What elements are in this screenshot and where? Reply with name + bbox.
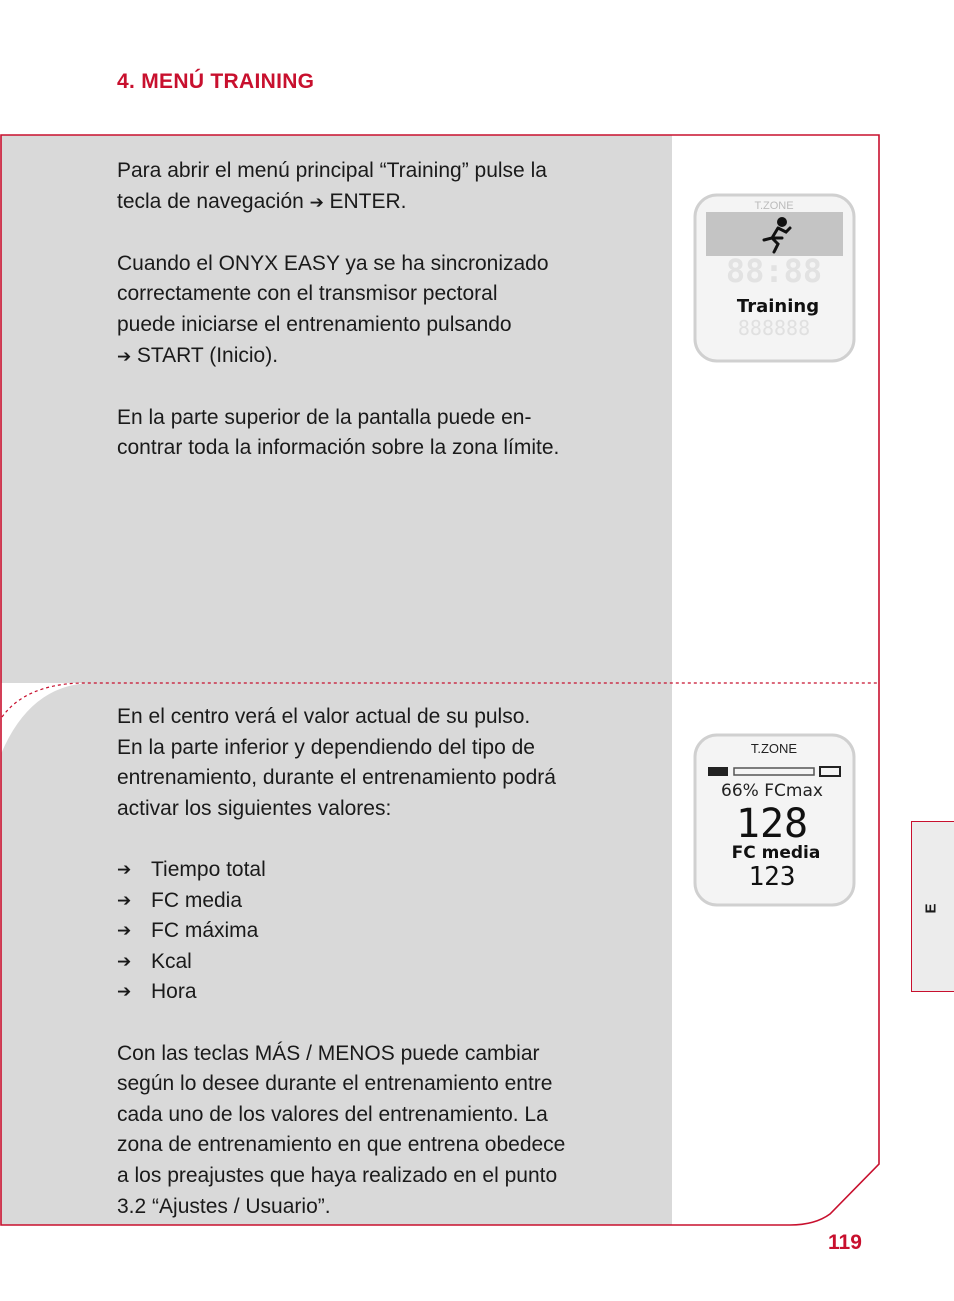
arrow-right-icon: ➔: [117, 921, 132, 941]
arrow-right-icon: ➔: [117, 859, 132, 879]
device1-top-label: T.ZONE: [754, 200, 794, 212]
list-item: ➔ Kcal: [117, 947, 647, 978]
device2-pulse-value: 128: [735, 801, 809, 847]
device-display-pulse: [692, 727, 857, 912]
section-heading: 4. MENÚ TRAINING: [117, 70, 315, 93]
paragraph-open-menu: Para abrir el menú principal “Training” pulse la tecla de navegación ➔ ENTER.: [117, 156, 647, 218]
paragraph-top-display: En la parte superior de la pantalla puede en- contrar toda la información sobre la zona límite.: [117, 405, 560, 460]
paragraph-pulse: En el centro verá el valor actual de su pulso. En la parte inferior y dependiendo del tipo de entrenamiento, durante el entrenamiento podrá activar los siguientes valores:: [117, 705, 556, 820]
device1-mode-label: Training: [736, 296, 820, 317]
device1-bottom-segments: 888888: [737, 316, 811, 340]
section2-text: [117, 702, 647, 1222]
device2-zone-text: 66% FCmax: [721, 781, 823, 801]
device2-bottom-label: FC media: [731, 843, 821, 863]
device1-center-segments: 88:88: [725, 252, 823, 290]
device2-top-label: T.ZONE: [750, 741, 798, 756]
device-display-training: [692, 192, 857, 364]
arrow-right-icon: ➔: [309, 192, 324, 212]
list-item: ➔ FC media: [117, 886, 647, 917]
language-tab: [911, 821, 954, 992]
arrow-right-icon: ➔: [117, 346, 132, 366]
values-list: [117, 855, 647, 1008]
list-item: ➔ Tiempo total: [117, 855, 647, 886]
arrow-right-icon: ➔: [117, 951, 132, 971]
list-item: ➔ Hora: [117, 977, 647, 1008]
arrow-right-icon: ➔: [117, 982, 132, 1002]
paragraph-plus-minus: Con las teclas MÁS / MENOS puede cambiar según lo desee durante el entrenamiento entre cada uno de los valores del entrenamiento. La zona de entrenamiento en que entrena obedece a los preajustes que haya realizado en el punto 3.2 “Ajustes / Usuario”.: [117, 1041, 566, 1218]
device2-bottom-value: 123: [748, 862, 796, 892]
language-tab-label: E: [922, 903, 940, 914]
page-number: 119: [828, 1231, 862, 1254]
list-item: ➔ FC máxima: [117, 916, 647, 947]
paragraph-sync: Cuando el ONYX EASY ya se ha sincronizado correctamente con el transmisor pectoral puede iniciarse el entrenamiento pulsando ➔ START (Inicio).: [117, 249, 647, 372]
arrow-right-icon: ➔: [117, 890, 132, 910]
section1-text: [117, 156, 647, 464]
battery-icon: [708, 767, 728, 776]
